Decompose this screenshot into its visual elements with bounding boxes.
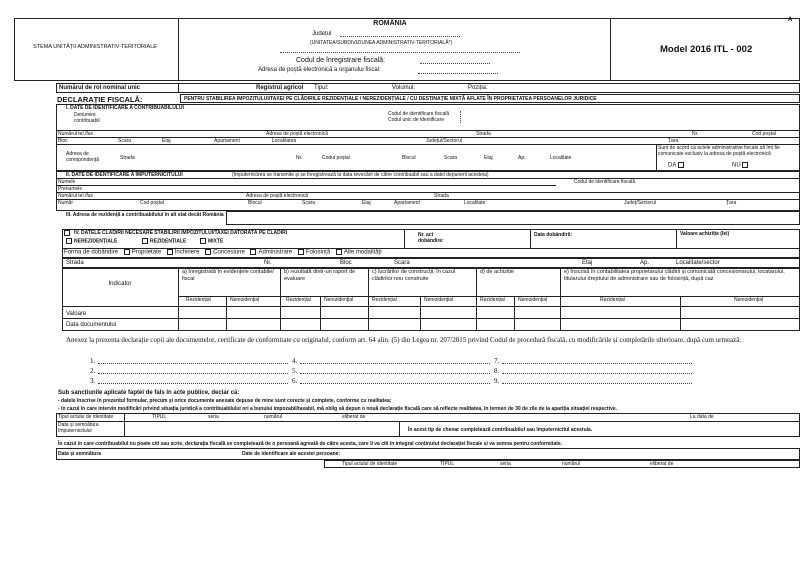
- seria-label: seria: [208, 414, 219, 420]
- building-bloc: Bloc: [340, 259, 352, 266]
- annex-item-8: 8.: [494, 367, 500, 375]
- email-field[interactable]: [418, 73, 498, 74]
- col-divider: [280, 268, 281, 331]
- sub-rez: Rezidențial: [480, 297, 505, 303]
- bloc-label: Bloc: [58, 138, 68, 144]
- acq-option: Închiriere: [174, 249, 200, 256]
- annex-item-4: 4.: [292, 357, 298, 365]
- judetul-label: Județul/Sectorul: [426, 138, 462, 144]
- date-label: Data dobândirii:: [534, 232, 573, 238]
- unit-field[interactable]: [280, 52, 520, 53]
- sub-nerez: Nerezidențial: [734, 297, 764, 303]
- date-sig-label: Data și semnătura: [58, 451, 102, 457]
- consent-yes[interactable]: [668, 162, 686, 170]
- col-c-header: c) lucrărilor de construcții, în cazul clădirilor nou construite: [372, 269, 456, 282]
- option-mixed[interactable]: [200, 238, 223, 244]
- annex-field-3[interactable]: [98, 383, 288, 384]
- tipul-label: TIPUL: [152, 414, 167, 420]
- col-divider: [368, 268, 369, 331]
- scara-label: Scara: [118, 138, 132, 144]
- agri-label: Registrul agricol: [256, 84, 304, 91]
- res-label: REZIDENȚIALE: [150, 238, 187, 245]
- sub-nerez: Nerezidențial: [518, 297, 548, 303]
- nonres-label: NEREZIDENȚIALE: [74, 238, 118, 245]
- section-4-title: IV. DATELE CLĂDIRII NECESARE STABILIRII IMPOZITULUI/TAXEI DATORATĂ PE CLĂDIRI: [74, 230, 288, 236]
- person-tipul: TIPUL: [440, 461, 455, 467]
- consent-no-checkbox[interactable]: [742, 162, 748, 168]
- divider: [530, 229, 531, 248]
- table-row: Valoare: [66, 311, 87, 317]
- annex-field-2[interactable]: [98, 373, 288, 374]
- building-nr: Nr.: [264, 259, 272, 266]
- sub-rez: Rezidențial: [372, 297, 397, 303]
- col-divider: [178, 268, 179, 331]
- corresp-nr: Nr.: [296, 155, 303, 161]
- indicator-header: Indicator: [108, 281, 132, 287]
- person-eliberat: eliberat de: [650, 461, 674, 467]
- acq-label: Forma de dobândire: [64, 249, 119, 256]
- phone-label: Numărul tel./fax: [58, 130, 94, 137]
- annex-field-1[interactable]: [98, 363, 288, 364]
- acq-option: Proprietate: [131, 249, 162, 256]
- volume-label: Volumul:: [392, 84, 416, 91]
- cif-cells[interactable]: [460, 111, 720, 123]
- building-checkbox[interactable]: [64, 230, 70, 236]
- divider: [656, 144, 657, 171]
- declaration-line-1: - datele înscrise în prezentul formular, precum și orice documente anexate depuse de mine sunt corecte și complete, conforme cu realitatea;: [58, 398, 392, 404]
- sub-nerez: Nerezidențial: [424, 297, 454, 303]
- proxy-cif: Codul de identificare fiscală: [574, 179, 636, 185]
- proxy-email: Adresa de poștă electronică: [246, 193, 308, 199]
- declaration-purpose: PENTRU STABILIREA IMPOZITULUI/TAXEI PE CLĂDIRILE REZIDENȚIALE / NEREZIDENȚIALE / CU DESTINAȚIE MIXTĂ AFLATE ÎN PROPRIETATEA PERSOANELOR JURIDICE: [184, 95, 597, 102]
- name-label: Denumire contribuabil: [74, 112, 100, 124]
- acq-option-checkbox[interactable]: [250, 249, 256, 255]
- section-1-email-label: Adresa de poștă electronică: [266, 130, 328, 137]
- acq-option: Folosință: [305, 249, 331, 256]
- corresp-street: Strada: [120, 155, 135, 161]
- col-divider: [476, 268, 477, 331]
- cif-label: Codul de identificare fiscală: [388, 111, 450, 117]
- tara-label: Țara: [668, 138, 679, 144]
- section-3-title: III. Adresa de rezidență a contribuabilului în alt stat decât România: [66, 212, 224, 218]
- sub-rez: Rezidențial: [600, 297, 625, 303]
- corresp-postal: Codul poștal: [322, 155, 350, 161]
- value-label: Valoare achiziție (lei): [680, 231, 730, 237]
- proxy-prenume: Prenumele: [58, 186, 83, 192]
- divider: [178, 18, 179, 81]
- col-a-header: a) înregistrată în evidențele contabile/ fiscal: [182, 269, 274, 282]
- acq-option-checkbox[interactable]: [167, 249, 173, 255]
- apartament-label: Apartament: [214, 138, 240, 144]
- sub-nerez: Nerezidențial: [230, 297, 260, 303]
- acq-option-checkbox[interactable]: [298, 249, 304, 255]
- building-ap: Ap.: [640, 259, 650, 266]
- acq-option-checkbox[interactable]: [124, 249, 130, 255]
- proxy-tara: Țara: [726, 200, 737, 206]
- acq-option-checkbox[interactable]: [205, 249, 211, 255]
- building-loc: Localitate/sector: [676, 259, 720, 266]
- acq-option: Alte modalități: [343, 249, 382, 256]
- nonres-checkbox[interactable]: [66, 238, 72, 244]
- county-label: Județul: [312, 31, 332, 37]
- consent-yes-label: DA: [668, 162, 677, 169]
- person-label: Date de identificare ale acestei persoane:: [242, 451, 341, 457]
- table-row: Data documentului: [66, 322, 117, 328]
- street-label: Strada: [476, 130, 491, 137]
- divider: [62, 306, 800, 307]
- type-label: Tipul:: [314, 84, 329, 91]
- consent-no[interactable]: [732, 162, 750, 170]
- mixed-label: MIXTE: [208, 238, 224, 245]
- numarul-label: numărul: [264, 414, 283, 420]
- sub-nerez: Nerezidențial: [324, 297, 354, 303]
- building-etaj: Etaj: [582, 259, 593, 266]
- consent-text: Sunt de acord ca actele administrative fiscale să îmi fie comunicate exclusiv la adresa de poștă electronică: [658, 145, 780, 157]
- col-divider: [514, 296, 515, 331]
- proxy-cod-postal: Cod poștal: [140, 200, 164, 206]
- residence-field[interactable]: [226, 211, 800, 225]
- divider: [62, 318, 800, 319]
- corresp-label: Adresa de corespondență: [66, 151, 100, 163]
- proxy-scara: Scara: [302, 200, 316, 206]
- divider: [56, 178, 800, 179]
- proxy-sig-label: Data și semnătura împuternicitului: [58, 422, 99, 434]
- annex-field-9[interactable]: [502, 383, 692, 384]
- divider: [178, 83, 179, 93]
- person-seria: seria: [500, 461, 511, 467]
- county-field[interactable]: [340, 36, 460, 37]
- option-res[interactable]: [142, 238, 186, 244]
- coat-label: STEMA UNITĂȚII ADMINISTRATIV-TERITORIALE: [33, 44, 157, 50]
- proxy-judet: Județ/Sectorul: [624, 200, 656, 206]
- annex-field-5[interactable]: [300, 373, 490, 374]
- id-act-label: Tipul actului de identitate: [58, 414, 114, 420]
- divider: [676, 229, 677, 248]
- annex-item-1: 1.: [90, 357, 96, 365]
- col-e-header: e) înscrisă în contabilitatea proprietarului clădirii și comunicată concesionarului, locatarului, titularului dreptului de administrare sau de folosință, după caz: [564, 269, 785, 282]
- consent-yes-checkbox[interactable]: [678, 162, 684, 168]
- divider: [124, 413, 125, 421]
- col-divider: [226, 296, 227, 331]
- proxy-note: În acest tip de chenar completează contribuabilul sau împuternicitul acestuia.: [408, 427, 593, 433]
- sub-rez: Rezidențial: [186, 297, 211, 303]
- res-checkbox[interactable]: [142, 238, 148, 244]
- act-label: Nr. act dobândire:: [418, 232, 444, 244]
- proxy-nume: Numele: [58, 179, 76, 185]
- unit-label: (UNITATEA/SUBDIVIZIUNEA ADMINISTRATIV-TERITORIALĂ*): [310, 40, 453, 46]
- option-nonres[interactable]: [66, 238, 117, 244]
- consent-no-label: NU: [732, 162, 741, 169]
- annex-item-9: 9.: [494, 377, 500, 385]
- model-code: Model 2016 ITL - 002: [660, 44, 753, 55]
- fiscal-code-field[interactable]: [420, 63, 490, 64]
- corresp-bloc: Blocul: [402, 155, 416, 161]
- proxy-localitate: Localitate: [464, 200, 486, 206]
- email-label: Adresa de poștă electronică a organului fiscal:: [258, 67, 381, 73]
- nr-label: Nr.: [692, 130, 699, 137]
- localitatea-label: Localitatea: [272, 138, 297, 144]
- acq-option: Administrare: [258, 249, 293, 256]
- proxy-sig-field[interactable]: [124, 421, 400, 437]
- proxy-blocul: Blocul: [248, 200, 262, 206]
- annex-field-6[interactable]: [300, 383, 490, 384]
- proxy-etaj: Etaj: [362, 200, 371, 206]
- corresp-scara: Scara: [444, 155, 458, 161]
- proxy-numar: Număr: [58, 200, 74, 206]
- corresp-etaj: Etaj: [484, 155, 493, 161]
- cui-label: Codul unic de identificare: [388, 117, 445, 123]
- building-scara: Scara: [394, 259, 410, 266]
- acq-option: Concesiune: [213, 249, 245, 256]
- postal-label: Cod poștal: [752, 130, 776, 137]
- role-row: [56, 83, 800, 93]
- col-divider: [560, 268, 561, 331]
- divider: [56, 185, 556, 186]
- sanction-text: Sub sancțiunile aplicate faptei de fals în acte publice, declar că:: [58, 390, 240, 396]
- acq-row: [64, 249, 382, 257]
- acq-option-checkbox[interactable]: [336, 249, 342, 255]
- person-row: [56, 448, 800, 460]
- position-label: Poziția:: [468, 84, 488, 91]
- divider: [56, 130, 800, 131]
- proxy-phone: Numărul tel./fax: [58, 193, 94, 199]
- col-b-header: b) rezultată dintr-un raport de evaluare: [284, 269, 356, 282]
- annex-item-5: 5.: [292, 367, 298, 375]
- la-data-label: La data de: [690, 414, 714, 420]
- divider: [610, 18, 611, 81]
- section-2-note: (împuternicirea se transmite și se înregistrează la data revocării de către contribuabil sau a datei depunerii acesteia): [232, 172, 489, 178]
- col-d-header: d) de achiziție: [480, 269, 514, 275]
- mixed-checkbox[interactable]: [200, 238, 206, 244]
- declaration-line-2: - în cazul în care intervin modificări privind situația juridică a contribuabilului ori a bunului impozabil/taxabil, mă oblig să depun o nouă declarație fiscală care să reflecte realitatea, în termen de 30 de zile de la apariția situației respective.: [58, 406, 618, 412]
- col-divider: [420, 296, 421, 331]
- etaj-label: Etaj: [162, 138, 171, 144]
- proxy-strada: Strada: [434, 193, 449, 199]
- section-1-title: I. DATE DE IDENTIFICARE A CONTRIBUABILULUI: [66, 105, 184, 111]
- divider: [56, 199, 800, 200]
- person-id-label: Tipul actului de identitate: [342, 461, 398, 467]
- post-note: În cazul în care contribuabilul nu poate citi sau scrie, declarația fiscală se completează de o persoană agreată de către acesta, care îi va citi în integral conținutul declarației fiscale și va semna pentru conformitate.: [58, 441, 563, 447]
- proxy-apartament: Apartament: [394, 200, 420, 206]
- col-divider: [680, 296, 681, 331]
- role-label: Numărul de rol nominal unic: [59, 84, 141, 91]
- corresp-ap: Ap.: [518, 155, 526, 161]
- annex-text: Anexez la prezenta declarație copii ale documentelor, certificate de conformitate cu originalul, conform art. 64 alin. (5) din Legea nr. 207/2015 privind Codul de procedură fiscală, cu modificările și completările ulterioare, după cum urmează:: [66, 336, 742, 344]
- country: ROMÂNIA: [373, 20, 407, 27]
- section-2-title: II. DATE DE IDENTIFICARE A ÎMPUTERNICITULUI: [66, 172, 183, 178]
- annex-item-6: 6.: [292, 377, 298, 385]
- declaration-title: DECLARAȚIE FISCALĂ:: [57, 95, 143, 104]
- annex-item-7: 7.: [494, 357, 500, 365]
- col-divider: [320, 296, 321, 331]
- divider: [404, 229, 405, 248]
- eliberat-label: eliberat de: [342, 414, 366, 420]
- annex-item-3: 3.: [90, 377, 96, 385]
- annex-item-2: 2.: [90, 367, 96, 375]
- annex-field-4[interactable]: [300, 363, 490, 364]
- section-4-prefix: [64, 230, 72, 236]
- corner-mark: A: [788, 17, 793, 23]
- building-street: Strada: [66, 259, 84, 266]
- corresp-loc: Localitate: [550, 155, 572, 161]
- fiscal-code-label: Codul de înregistrare fiscală:: [296, 57, 386, 64]
- sub-rez: Rezidențial: [286, 297, 311, 303]
- annex-field-8[interactable]: [502, 373, 692, 374]
- divider: [56, 192, 800, 193]
- person-numarul: numărul: [562, 461, 581, 467]
- annex-field-7[interactable]: [502, 363, 692, 364]
